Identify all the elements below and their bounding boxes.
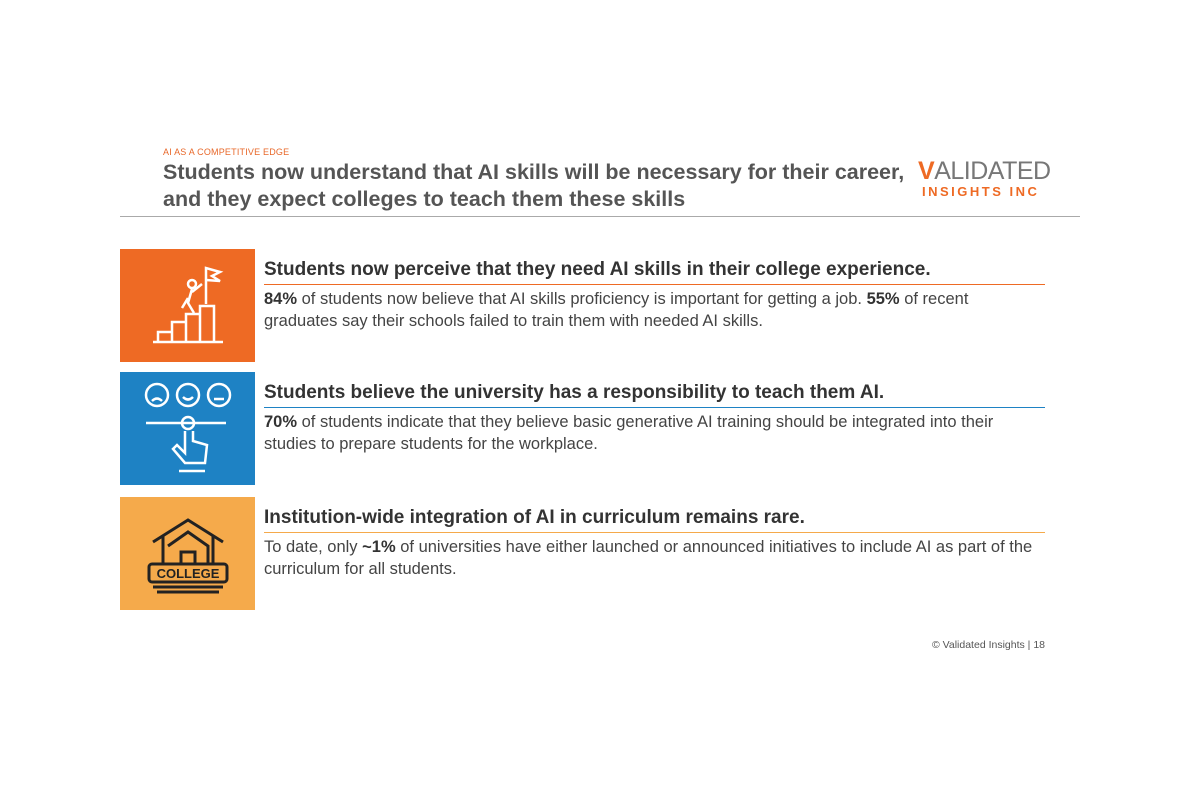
logo-accent: V [918, 157, 935, 185]
finding-text: 70% of students indicate that they believe basic generative AI training should be integrated into their studies to prepare students for the workplace. [264, 413, 994, 453]
finding-heading: Students believe the university has a responsibility to teach them AI. [264, 382, 1045, 408]
finding-heading: Students now perceive that they need AI skills in their college experience. [264, 259, 1045, 285]
college-label: COLLEGE [156, 565, 219, 581]
page-title: Students now understand that AI skills will be necessary for their career, and they expect colleges to teach them these skills [163, 160, 905, 211]
finding-3 [120, 497, 1045, 610]
logo-line1: ALIDATED [934, 157, 1051, 185]
section-eyebrow: AI AS A COMPETITIVE EDGE [163, 147, 290, 157]
divider [120, 216, 1080, 217]
finding-heading: Institution-wide integration of AI in curriculum remains rare. [264, 507, 1045, 533]
finding-2 [120, 372, 1045, 485]
climbing-flag-icon [120, 249, 255, 362]
logo-line2: INSIGHTS INC [922, 184, 1040, 199]
college-building-icon [120, 497, 255, 610]
finding-text: To date, only ~1% of universities have either launched or announced initiatives to include AI as part of the curriculum for all students. [264, 538, 1033, 578]
finding-1 [120, 249, 1045, 362]
satisfaction-rating-icon [120, 372, 255, 485]
footer-copyright: © Validated Insights | 18 [932, 639, 1046, 651]
finding-text: 84% of students now believe that AI skills proficiency is important for getting a job. 55% of recent graduates say their schools failed to train them with needed AI skills. [264, 290, 969, 330]
company-logo [918, 158, 1058, 199]
